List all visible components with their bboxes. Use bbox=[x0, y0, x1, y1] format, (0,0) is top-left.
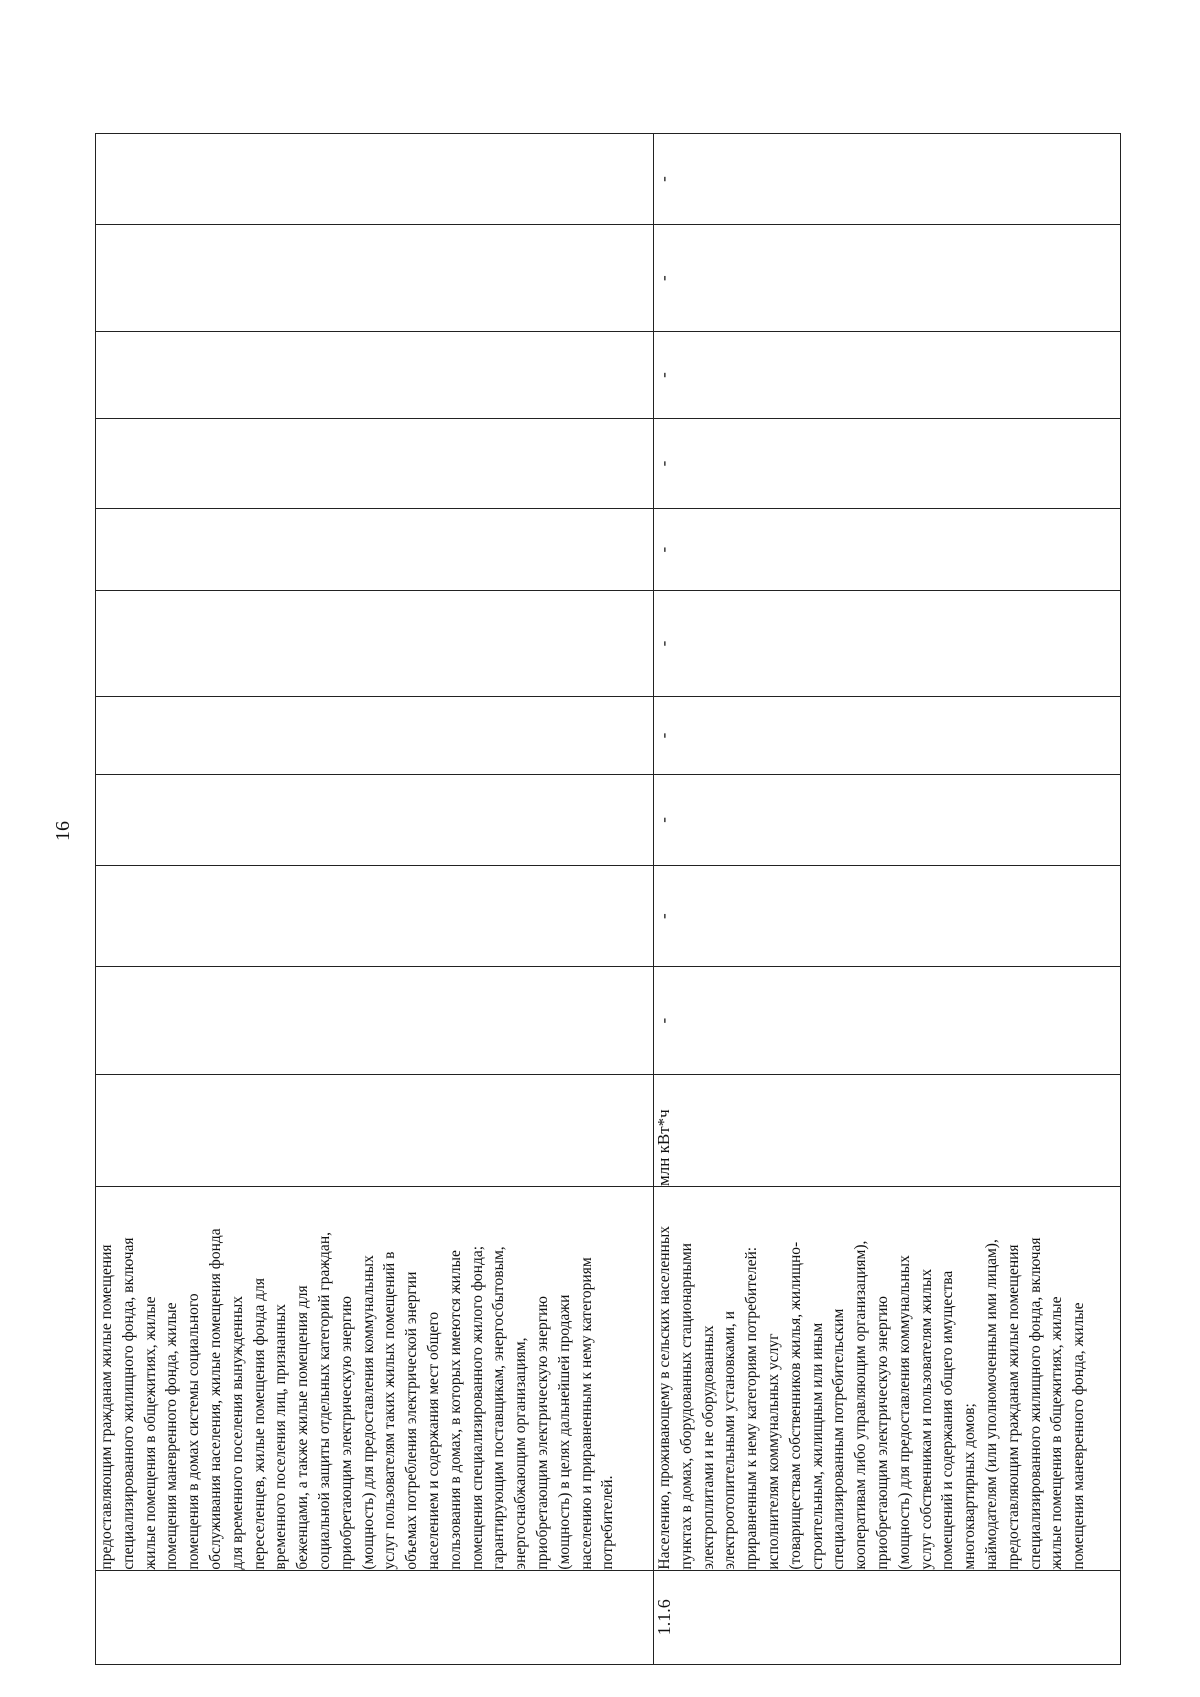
value-cell: - bbox=[654, 418, 1121, 509]
value-cell bbox=[96, 134, 654, 225]
text-line: электроплитами и не оборудованных bbox=[699, 1325, 717, 1570]
text-line: (мощность) в целях дальнейшей продажи bbox=[555, 1294, 573, 1570]
text-line: исполнителям коммунальных услуг bbox=[764, 1333, 782, 1570]
value-cell bbox=[96, 775, 654, 866]
table-row bbox=[96, 134, 654, 1665]
value-cell bbox=[96, 224, 654, 331]
text-line: кооперативам либо управляющим организациям), bbox=[852, 1240, 870, 1570]
text-line: строительным, жилищным или иным bbox=[808, 1322, 826, 1570]
value-cell bbox=[96, 509, 654, 590]
text-line: Населению, проживающему в сельских населенных bbox=[656, 1226, 673, 1570]
value-cell: - bbox=[654, 590, 1121, 696]
text-line: помещения специализированного жилого фонда; bbox=[468, 1245, 486, 1570]
text-line: специализированным потребительским bbox=[830, 1308, 848, 1570]
text-line: жилые помещения в общежитиях, жилые bbox=[1048, 1296, 1066, 1570]
value-cell: - bbox=[654, 697, 1121, 775]
text-line: приобретающим электрическую энергию bbox=[337, 1296, 355, 1570]
text-line: энергоснабжающим организациям, bbox=[512, 1337, 530, 1570]
text-line: (мощность) для предоставления коммунальных bbox=[895, 1255, 913, 1570]
row-description-cell bbox=[654, 1186, 1121, 1570]
value-cell: - bbox=[654, 332, 1121, 418]
text-line: предоставляющим гражданам жилые помещения bbox=[98, 1244, 115, 1570]
value-cell bbox=[96, 697, 654, 775]
text-line: специализированного жилищного фонда, включая bbox=[119, 1237, 137, 1570]
text-line: пунктах в домах, оборудованных стационарными bbox=[677, 1243, 695, 1570]
text-line: объемах потребления электрической энергии bbox=[403, 1271, 421, 1570]
rotated-table-container bbox=[95, 133, 1120, 1665]
text-line: жилые помещения в общежитиях, жилые bbox=[141, 1296, 159, 1570]
text-line: помещений и содержания общего имущества bbox=[939, 1270, 957, 1570]
text-line: населением и содержания мест общего bbox=[424, 1311, 442, 1570]
text-line: временного поселения лиц, признанных bbox=[272, 1303, 290, 1570]
text-line: переселенцев, жилые помещения фонда для bbox=[250, 1278, 268, 1570]
text-line: гарантирующим поставщикам, энергосбытовым, bbox=[490, 1246, 508, 1570]
text-line: для временного поселения вынужденных bbox=[228, 1295, 246, 1570]
value-cell: - bbox=[654, 775, 1121, 866]
text-line: приобретающим электрическую энергию bbox=[533, 1296, 551, 1570]
text-line: социальной защиты отдельных категорий граждан, bbox=[315, 1232, 333, 1570]
value-cell: - bbox=[654, 134, 1121, 225]
table-row bbox=[654, 134, 1121, 1665]
text-line: помещения в домах системы социального bbox=[185, 1293, 203, 1570]
text-line: электроотопительными установками, и bbox=[721, 1311, 739, 1570]
text-line: специализированного жилищного фонда, включая bbox=[1026, 1237, 1044, 1570]
tariff-table bbox=[95, 133, 1121, 1665]
text-line: помещения маневренного фонда, жилые bbox=[1070, 1302, 1088, 1570]
text-line: услуг собственникам и пользователям жилых bbox=[917, 1268, 935, 1570]
text-line: многоквартирных домов; bbox=[961, 1403, 979, 1570]
value-cell: - bbox=[654, 224, 1121, 331]
text-line: услуг пользователям таких жилых помещений в bbox=[381, 1251, 399, 1570]
text-line: (товариществам собственников жилья, жилищно- bbox=[786, 1241, 804, 1570]
text-line: потребителей. bbox=[599, 1475, 617, 1570]
text-line: предоставляющим гражданам жилые помещения bbox=[1004, 1244, 1022, 1570]
value-cell: - bbox=[654, 865, 1121, 967]
text-line: приравненным к нему категориям потребителей: bbox=[743, 1246, 761, 1570]
value-cell: - bbox=[654, 509, 1121, 590]
value-cell bbox=[96, 865, 654, 967]
value-cell bbox=[96, 332, 654, 418]
text-line: наймодателям (или уполномоченным ими лицам), bbox=[982, 1239, 1000, 1570]
row-description-cell bbox=[96, 1186, 654, 1570]
value-cell: - bbox=[654, 967, 1121, 1074]
text-line: пользования в домах, в которых имеются жилые bbox=[446, 1250, 464, 1570]
text-line: обслуживания населения, жилые помещения фонда bbox=[206, 1228, 224, 1570]
value-cell bbox=[96, 590, 654, 696]
row-number-cell: 1.1.6 bbox=[654, 1570, 1121, 1664]
text-line: помещения маневренного фонда, жилые bbox=[163, 1302, 181, 1570]
value-cell bbox=[96, 418, 654, 509]
text-line: приобретающим электрическую энергию bbox=[873, 1296, 891, 1570]
unit-cell: млн кВт*ч bbox=[654, 1074, 1121, 1186]
value-cell bbox=[96, 967, 654, 1074]
row-number-cell bbox=[96, 1570, 654, 1664]
text-line: населению и приравненным к нему категориям bbox=[577, 1257, 595, 1570]
page-number: 16 bbox=[52, 821, 74, 841]
text-line: беженцами, а также жилые помещения для bbox=[294, 1285, 312, 1570]
unit-cell bbox=[96, 1074, 654, 1186]
text-line: (мощность) для предоставления коммунальных bbox=[359, 1255, 377, 1570]
